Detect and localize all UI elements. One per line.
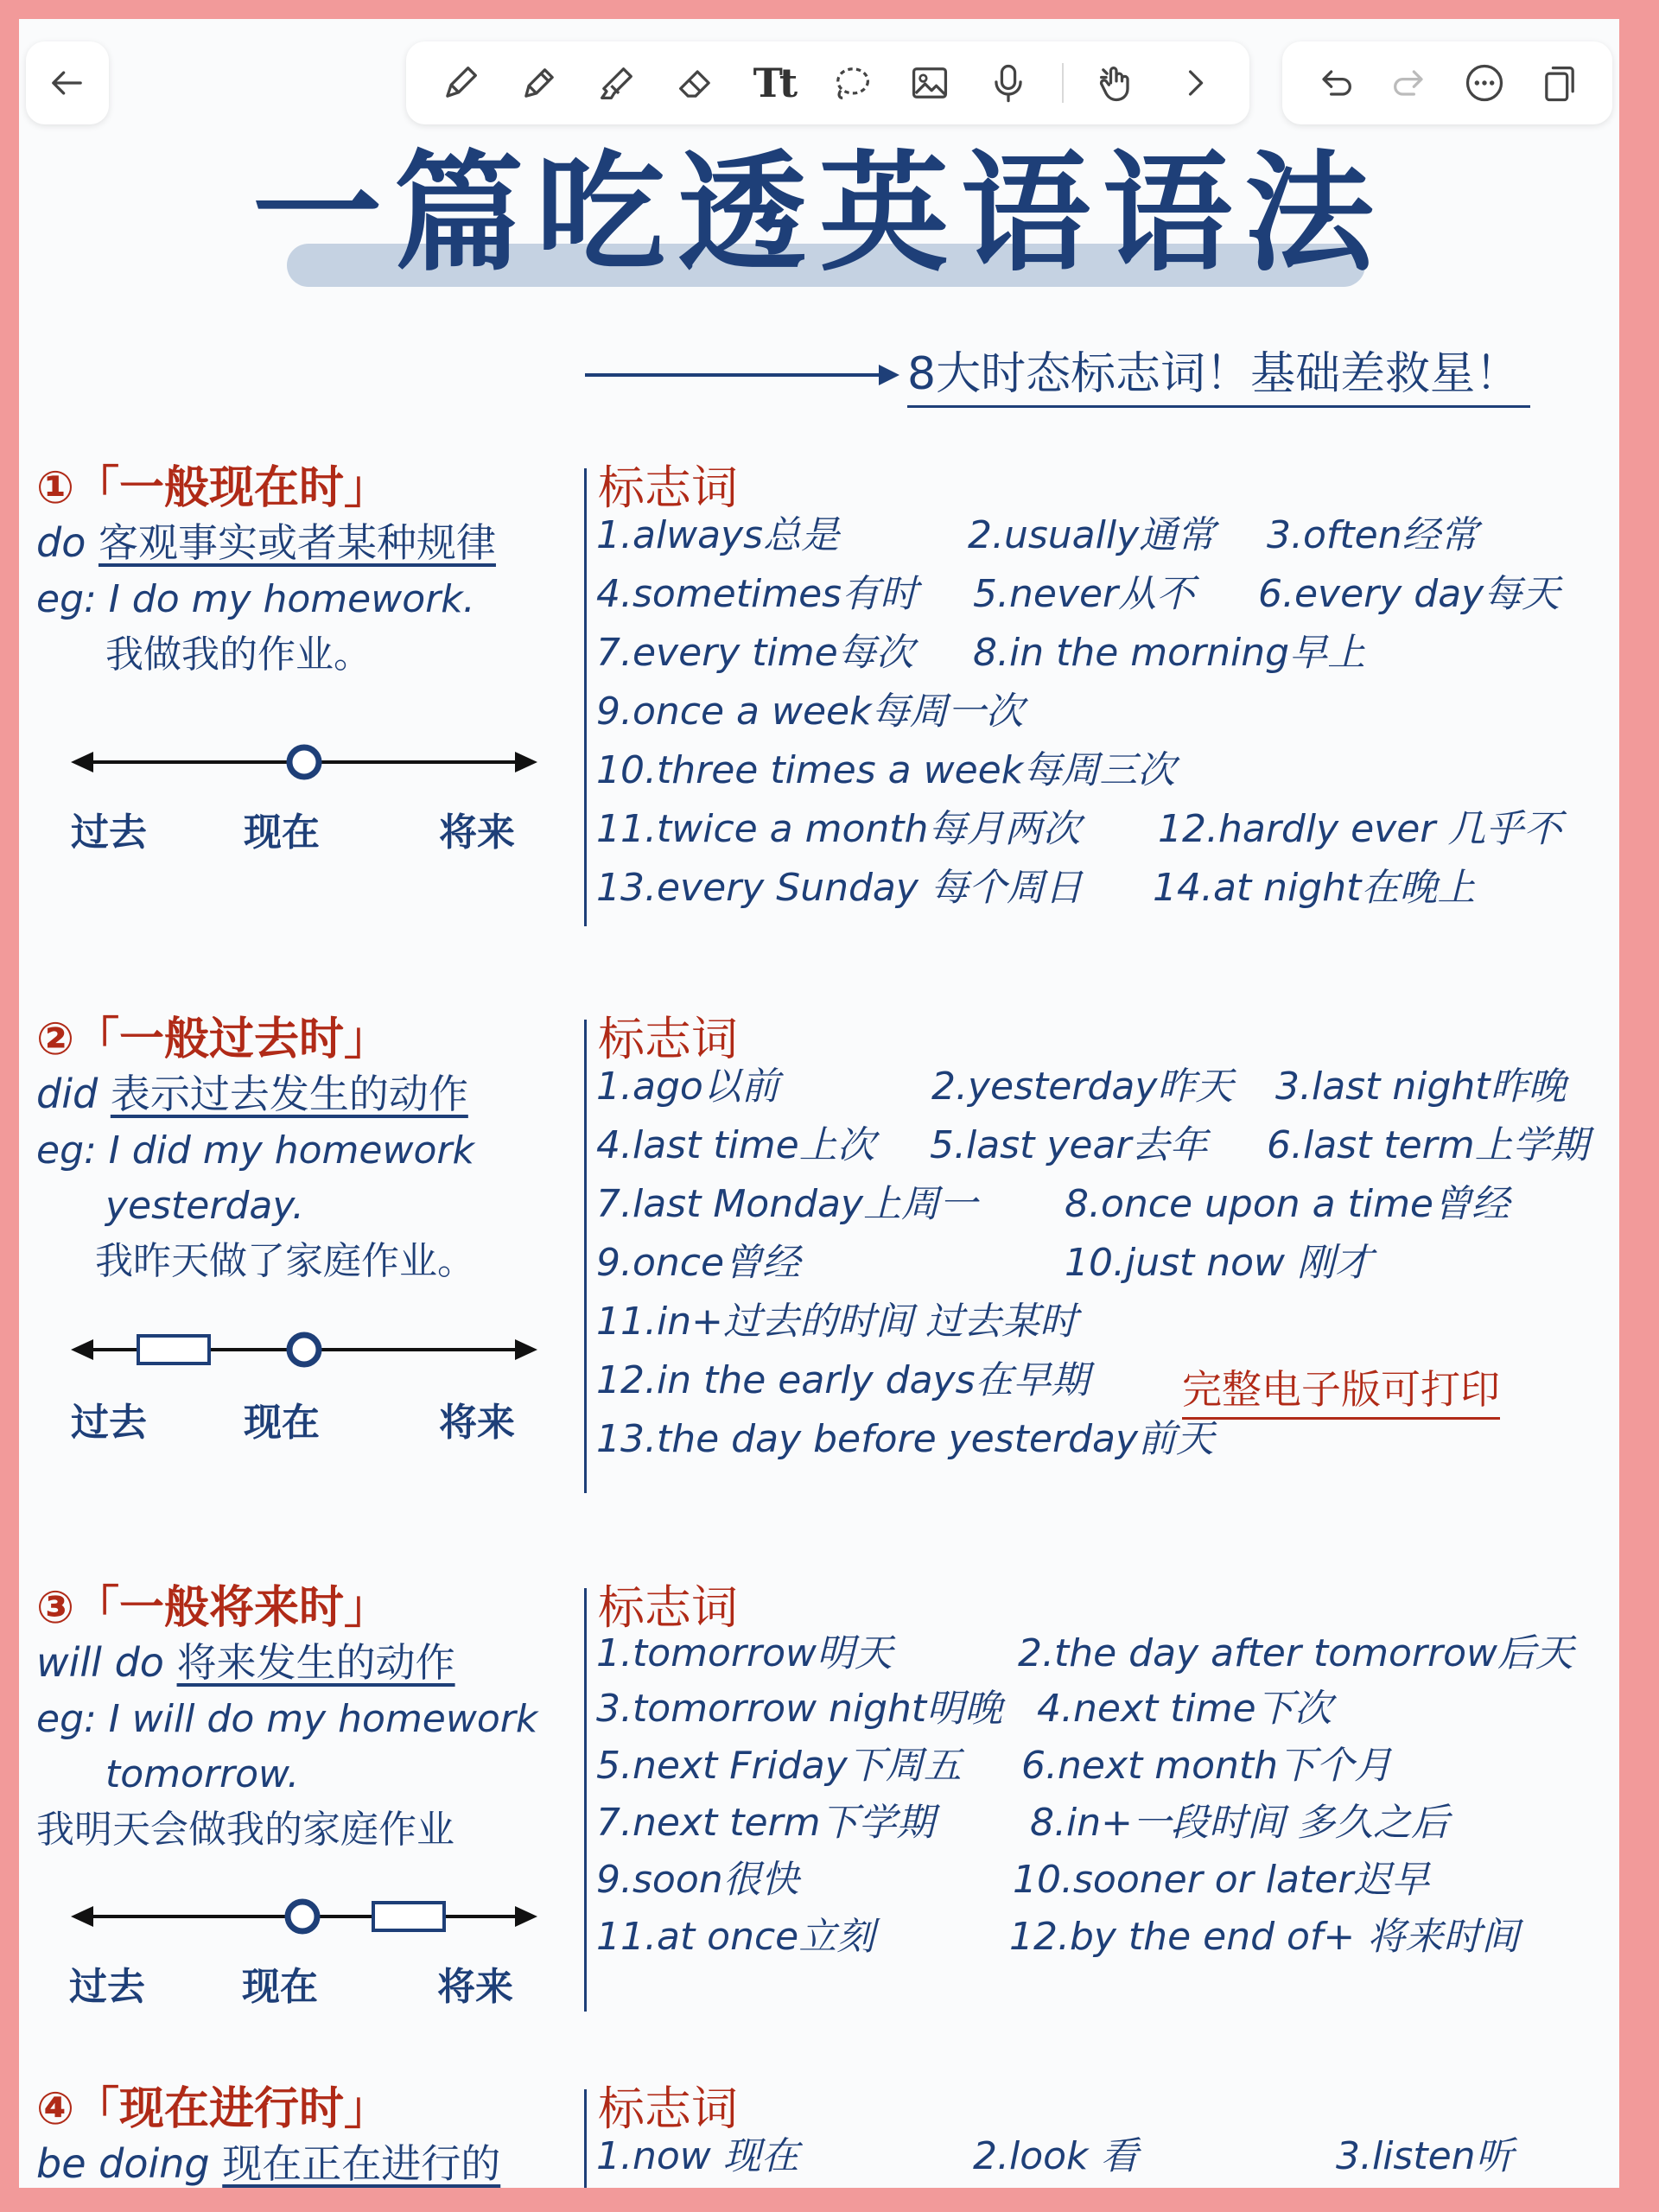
marker-word: 2.look 看 xyxy=(973,2134,1139,2178)
timeline-past-label: 过去 xyxy=(69,1965,145,2009)
marker-word: 4.next time下次 xyxy=(1037,1687,1332,1731)
marker-word: 2.usually通常 xyxy=(968,513,1216,557)
verb-form: be doing xyxy=(36,2140,210,2187)
history-palette xyxy=(1282,41,1612,124)
example-sentence: eg: I do my homework. xyxy=(36,577,475,621)
section-title: ②「一般过去时」 xyxy=(36,1014,390,1065)
marker-word: 12.in the early days在早期 xyxy=(596,1358,1090,1402)
marker-word: 8.in+一段时间 多久之后 xyxy=(1030,1801,1449,1845)
marker-word: 1.ago以前 xyxy=(596,1065,779,1109)
marker-word: 10.three times a week每周三次 xyxy=(596,748,1176,792)
marker-word: 7.last Monday上周一 xyxy=(596,1182,978,1226)
verb-form: will do xyxy=(36,1639,164,1686)
marker-word: 7.every time每次 xyxy=(596,631,914,675)
section-title: ③「一般将来时」 xyxy=(36,1582,390,1634)
example-sentence: eg: I will do my homework xyxy=(36,1697,538,1741)
marker-word: 3.last night昨晚 xyxy=(1275,1065,1567,1109)
image-icon[interactable] xyxy=(905,58,955,108)
timeline-now-label: 现在 xyxy=(244,1401,320,1445)
verb-form: did xyxy=(36,1071,99,1117)
marker-word: 6.last term上学期 xyxy=(1267,1123,1589,1167)
chevron-right-icon[interactable] xyxy=(1170,58,1220,108)
marker-word: 12.hardly ever 几乎不 xyxy=(1158,807,1562,851)
marker-word: 9.soon很快 xyxy=(596,1858,799,1902)
pencil-icon[interactable] xyxy=(435,58,486,108)
marker-label: 标志词 xyxy=(598,1012,738,1066)
marker-word: 6.next month下个月 xyxy=(1021,1744,1393,1788)
promo-link[interactable]: 完整电子版可打印 xyxy=(1182,1358,1500,1420)
example-sentence: eg: I did my homework xyxy=(36,1128,474,1173)
marker-label: 标志词 xyxy=(598,1580,738,1635)
example-sentence-cont: tomorrow. xyxy=(105,1752,300,1796)
verb-form: do xyxy=(36,519,86,566)
marker-word: 4.last time上次 xyxy=(596,1123,875,1167)
page-title: 一篇吃透英语语法 xyxy=(251,137,1386,289)
example-translation: 我昨天做了家庭作业。 xyxy=(95,1239,475,1283)
marker-word: 1.now 现在 xyxy=(596,2134,799,2178)
text-tool-icon[interactable]: Tt xyxy=(753,60,795,106)
form-meaning: 表示过去发生的动作 xyxy=(110,1071,468,1117)
example-sentence-cont: yesterday. xyxy=(105,1184,304,1228)
microphone-icon[interactable] xyxy=(983,58,1033,108)
marker-word: 14.at night在晚上 xyxy=(1153,866,1476,910)
marker-word: 7.next term下学期 xyxy=(596,1801,935,1845)
example-translation: 我做我的作业。 xyxy=(105,632,372,677)
note-page xyxy=(19,19,1619,2188)
section-divider xyxy=(584,1588,587,2012)
section-definition xyxy=(36,2133,500,2188)
marker-word: 8.in the morning早上 xyxy=(973,631,1366,675)
page-subtitle: 8大时态标志词！基础差救星！ xyxy=(907,337,1530,408)
marker-word: 2.the day after tomorrow后天 xyxy=(1018,1631,1573,1675)
redo-icon[interactable] xyxy=(1385,58,1435,108)
marker-word: 11.twice a month每月两次 xyxy=(596,807,1081,851)
marker-word: 3.often经常 xyxy=(1267,513,1478,557)
pen-icon[interactable] xyxy=(514,58,564,108)
marker-word: 11.at once立刻 xyxy=(596,1915,875,1959)
timeline-future-label: 将来 xyxy=(437,1965,513,2009)
undo-icon[interactable] xyxy=(1310,58,1360,108)
marker-word: 13.the day before yesterday前天 xyxy=(596,1417,1215,1461)
back-button[interactable] xyxy=(26,41,109,124)
marker-word: 3.listen听 xyxy=(1336,2134,1514,2178)
section-title: ①「一般现在时」 xyxy=(36,462,390,514)
form-meaning: 客观事实或者某种规律 xyxy=(98,519,496,566)
section-definition xyxy=(36,1631,455,1688)
arrow-left-icon xyxy=(42,58,92,108)
tool-palette xyxy=(406,41,1249,124)
marker-word: 3.tomorrow night明晚 xyxy=(596,1687,1003,1731)
section-title: ④「现在进行时」 xyxy=(36,2083,390,2135)
section-divider xyxy=(584,468,587,926)
more-icon[interactable] xyxy=(1459,58,1510,108)
example-translation: 我明天会做我的家庭作业 xyxy=(36,1808,454,1852)
timeline-future-label: 将来 xyxy=(439,1401,515,1445)
marker-label: 标志词 xyxy=(598,461,738,515)
highlighter-icon[interactable] xyxy=(592,58,642,108)
section-definition xyxy=(36,512,496,569)
hand-touch-icon[interactable] xyxy=(1091,58,1141,108)
marker-word: 6.every day每天 xyxy=(1258,572,1560,616)
lasso-icon[interactable] xyxy=(827,58,877,108)
marker-word: 13.every Sunday 每个周日 xyxy=(596,866,1083,910)
marker-word: 5.next Friday下周五 xyxy=(596,1744,962,1788)
marker-word: 9.once a week每周一次 xyxy=(596,690,1024,734)
timeline-future-label: 将来 xyxy=(439,810,515,855)
timeline-now-label: 现在 xyxy=(242,1965,318,2009)
marker-word: 1.tomorrow明天 xyxy=(596,1631,893,1675)
marker-word: 8.once upon a time曾经 xyxy=(1065,1182,1510,1226)
marker-word: 2.yesterday昨天 xyxy=(931,1065,1234,1109)
section-definition xyxy=(36,1063,468,1120)
timeline-past-label: 过去 xyxy=(71,1401,147,1445)
section-divider xyxy=(584,2089,587,2188)
marker-word: 11.in+过去的时间 过去某时 xyxy=(596,1300,1077,1344)
section-divider xyxy=(584,1020,587,1493)
marker-label: 标志词 xyxy=(598,2082,738,2136)
marker-word: 12.by the end of+ 将来时间 xyxy=(1009,1915,1520,1959)
toolbar-divider xyxy=(1062,63,1064,103)
form-meaning: 将来发生的动作 xyxy=(176,1639,455,1686)
form-meaning: 现在正在进行的 xyxy=(222,2140,501,2187)
marker-word: 4.sometimes有时 xyxy=(596,572,918,616)
arrow-right-icon xyxy=(585,358,905,392)
marker-word: 10.just now 刚才 xyxy=(1065,1241,1374,1285)
marker-word: 9.once曾经 xyxy=(596,1241,801,1285)
marker-word: 1.always总是 xyxy=(596,513,840,557)
timeline-now-label: 现在 xyxy=(244,810,320,855)
eraser-icon[interactable] xyxy=(671,58,721,108)
marker-word: 10.sooner or later迟早 xyxy=(1013,1858,1430,1902)
pages-icon[interactable] xyxy=(1535,58,1585,108)
marker-word: 5.last year去年 xyxy=(930,1123,1208,1167)
marker-word: 5.never从不 xyxy=(973,572,1195,616)
timeline-past-label: 过去 xyxy=(71,810,147,855)
